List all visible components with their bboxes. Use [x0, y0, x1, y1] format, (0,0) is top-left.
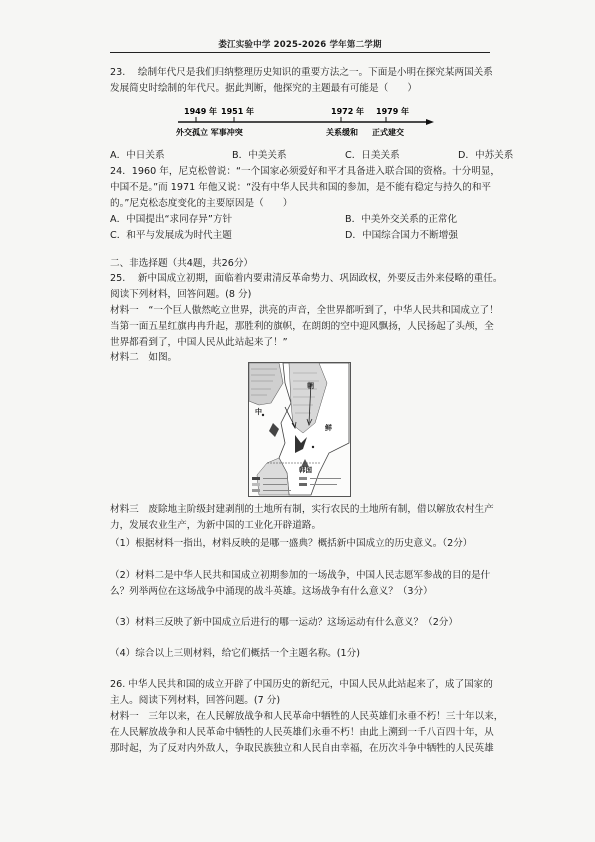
q23-line1: 23. 绘制年代尺是我们归纳整理历史知识的重要方法之一。下面是小明在探究某两国关系 [110, 67, 493, 78]
q26-material1-line3: 那时起，为了反对内外敌人，争取民族独立和人民自由幸福，在历次斗争中牺牲的人民英雄 [110, 743, 494, 754]
header-title: 娄江实验中学 2025-2026 学年第二学期 [218, 40, 382, 50]
q25-subquestion-1: （1）根据材料一指出，材料反映的是哪一盛典？概括新中国成立的历史意义。（2分） [110, 538, 473, 549]
q25-subquestion-2b: 么？列举两位在这场战争中涌现的战斗英雄。这场战争有什么意义？（3分） [110, 586, 433, 597]
q24-line1: 24．1960 年，尼克松曾说：“一个国家必须爱好和平才具备进入联合国的资格。十分明显， [110, 166, 501, 177]
korean-war-map [248, 362, 351, 497]
q23-option-b: B．中美关系 [232, 150, 287, 161]
q26-line1: 26. 中华人民共和国的成立开辟了中国历史的新纪元，中国人民从此站起来了，成了国家的 [110, 679, 493, 690]
timeline-label-2: 关系缓和 [326, 128, 358, 137]
timeline-label-3: 正式建交 [372, 128, 404, 137]
q25-subquestion-3: （3）材料三反映了新中国成立后进行的哪一运动？这场运动有什么意义？（2分） [110, 617, 458, 628]
q25-material1-line1: 材料一 “一个巨人傲然屹立世界，洪亮的声音，全世界都听到了，中华人民共和国成立了！ [110, 305, 499, 316]
map-label-korea-north: 朝 [307, 382, 314, 390]
timeline [176, 105, 436, 141]
q25-subquestion-4: （4）综合以上三则材料，给它们概括一个主题名称。(1分) [110, 648, 360, 659]
q23-option-d: D．中苏关系 [458, 150, 514, 161]
header-rule [110, 52, 490, 53]
q23-line2: 发展简史时绘制的年代尺。据此判断，他探究的主题最有可能是（ ） [110, 83, 417, 94]
q24-line2a: 中国不是。”而 1971 年他又说：“没有中华人民共和国的参加，是不能有稳定与持久的和平 [110, 182, 492, 193]
q23-option-c: C．日美关系 [345, 150, 400, 161]
q25-material3-line2: 力，发展农业生产，为新中国的工业化开辟道路。 [110, 520, 322, 531]
timeline-year-1951: 1951 年 [221, 107, 255, 116]
map-legend [251, 475, 348, 494]
section2-title: 二、非选择题（共4题，共26分） [110, 258, 254, 269]
timeline-year-1979: 1979 年 [376, 107, 410, 116]
q25-material2-label: 材料二 如图。 [110, 352, 178, 363]
q26-line2: 主人。阅读下列材料，回答问题。(7 分) [110, 695, 281, 706]
map-label-south-korea: 韩国 [299, 466, 312, 474]
q25-material3-line1: 材料三 废除地主阶级封建剥削的土地所有制，实行农民的土地所有制，借以解放农村生产 [110, 504, 494, 515]
timeline-arrow [426, 119, 434, 125]
q25-material1-line3: 世界都看到了，中国人民从此站起来了！” [110, 337, 288, 348]
q23-option-a: A．中日关系 [110, 150, 165, 161]
q24-option-a: A．中国提出“求同存异”方针 [110, 214, 233, 225]
timeline-label-1: 外交孤立 军事冲突 [176, 128, 243, 137]
q25-line2: 阅读下列材料，回答问题。(8 分) [110, 289, 252, 300]
q24-option-b: B．中美外交关系的正常化 [345, 214, 458, 225]
q25-line1: 25. 新中国成立初期，面临着内要肃清反革命势力、巩固政权，外要反击外来侵略的重任。 [110, 273, 503, 284]
q25-subquestion-2a: （2）材料二是中华人民共和国成立初期参加的一场战争，中国人民志愿军参战的目的是什 [110, 570, 491, 581]
q26-material1-line1: 材料一 三年以来，在人民解放战争和人民革命中牺牲的人民英雄们永垂不朽！三十年以来， [110, 711, 504, 722]
q25-material1-line2: 当第一面五星红旗冉冉升起，那胜利的旗帜，在朗朗的空中迎风飘扬，人民扬起了头颅，全 [110, 321, 494, 332]
map-label-korea-char: 鲜 [325, 424, 332, 432]
q24-option-d: D．中国综合国力不断增强 [345, 230, 458, 241]
q24-line2b: 的。”尼克松态度变化的主要原因是（ ） [110, 198, 293, 209]
timeline-year-1949: 1949 年 [184, 107, 218, 116]
q24-option-c: C．和平与发展成为时代主题 [110, 230, 232, 241]
q26-material1-line2: 在人民解放战争和人民革命中牺牲的人民英雄们永垂不朽！由此上溯到一千八百四十年，从 [110, 727, 494, 738]
map-label-china: 中 [255, 408, 262, 416]
timeline-year-1972: 1972 年 [331, 107, 365, 116]
